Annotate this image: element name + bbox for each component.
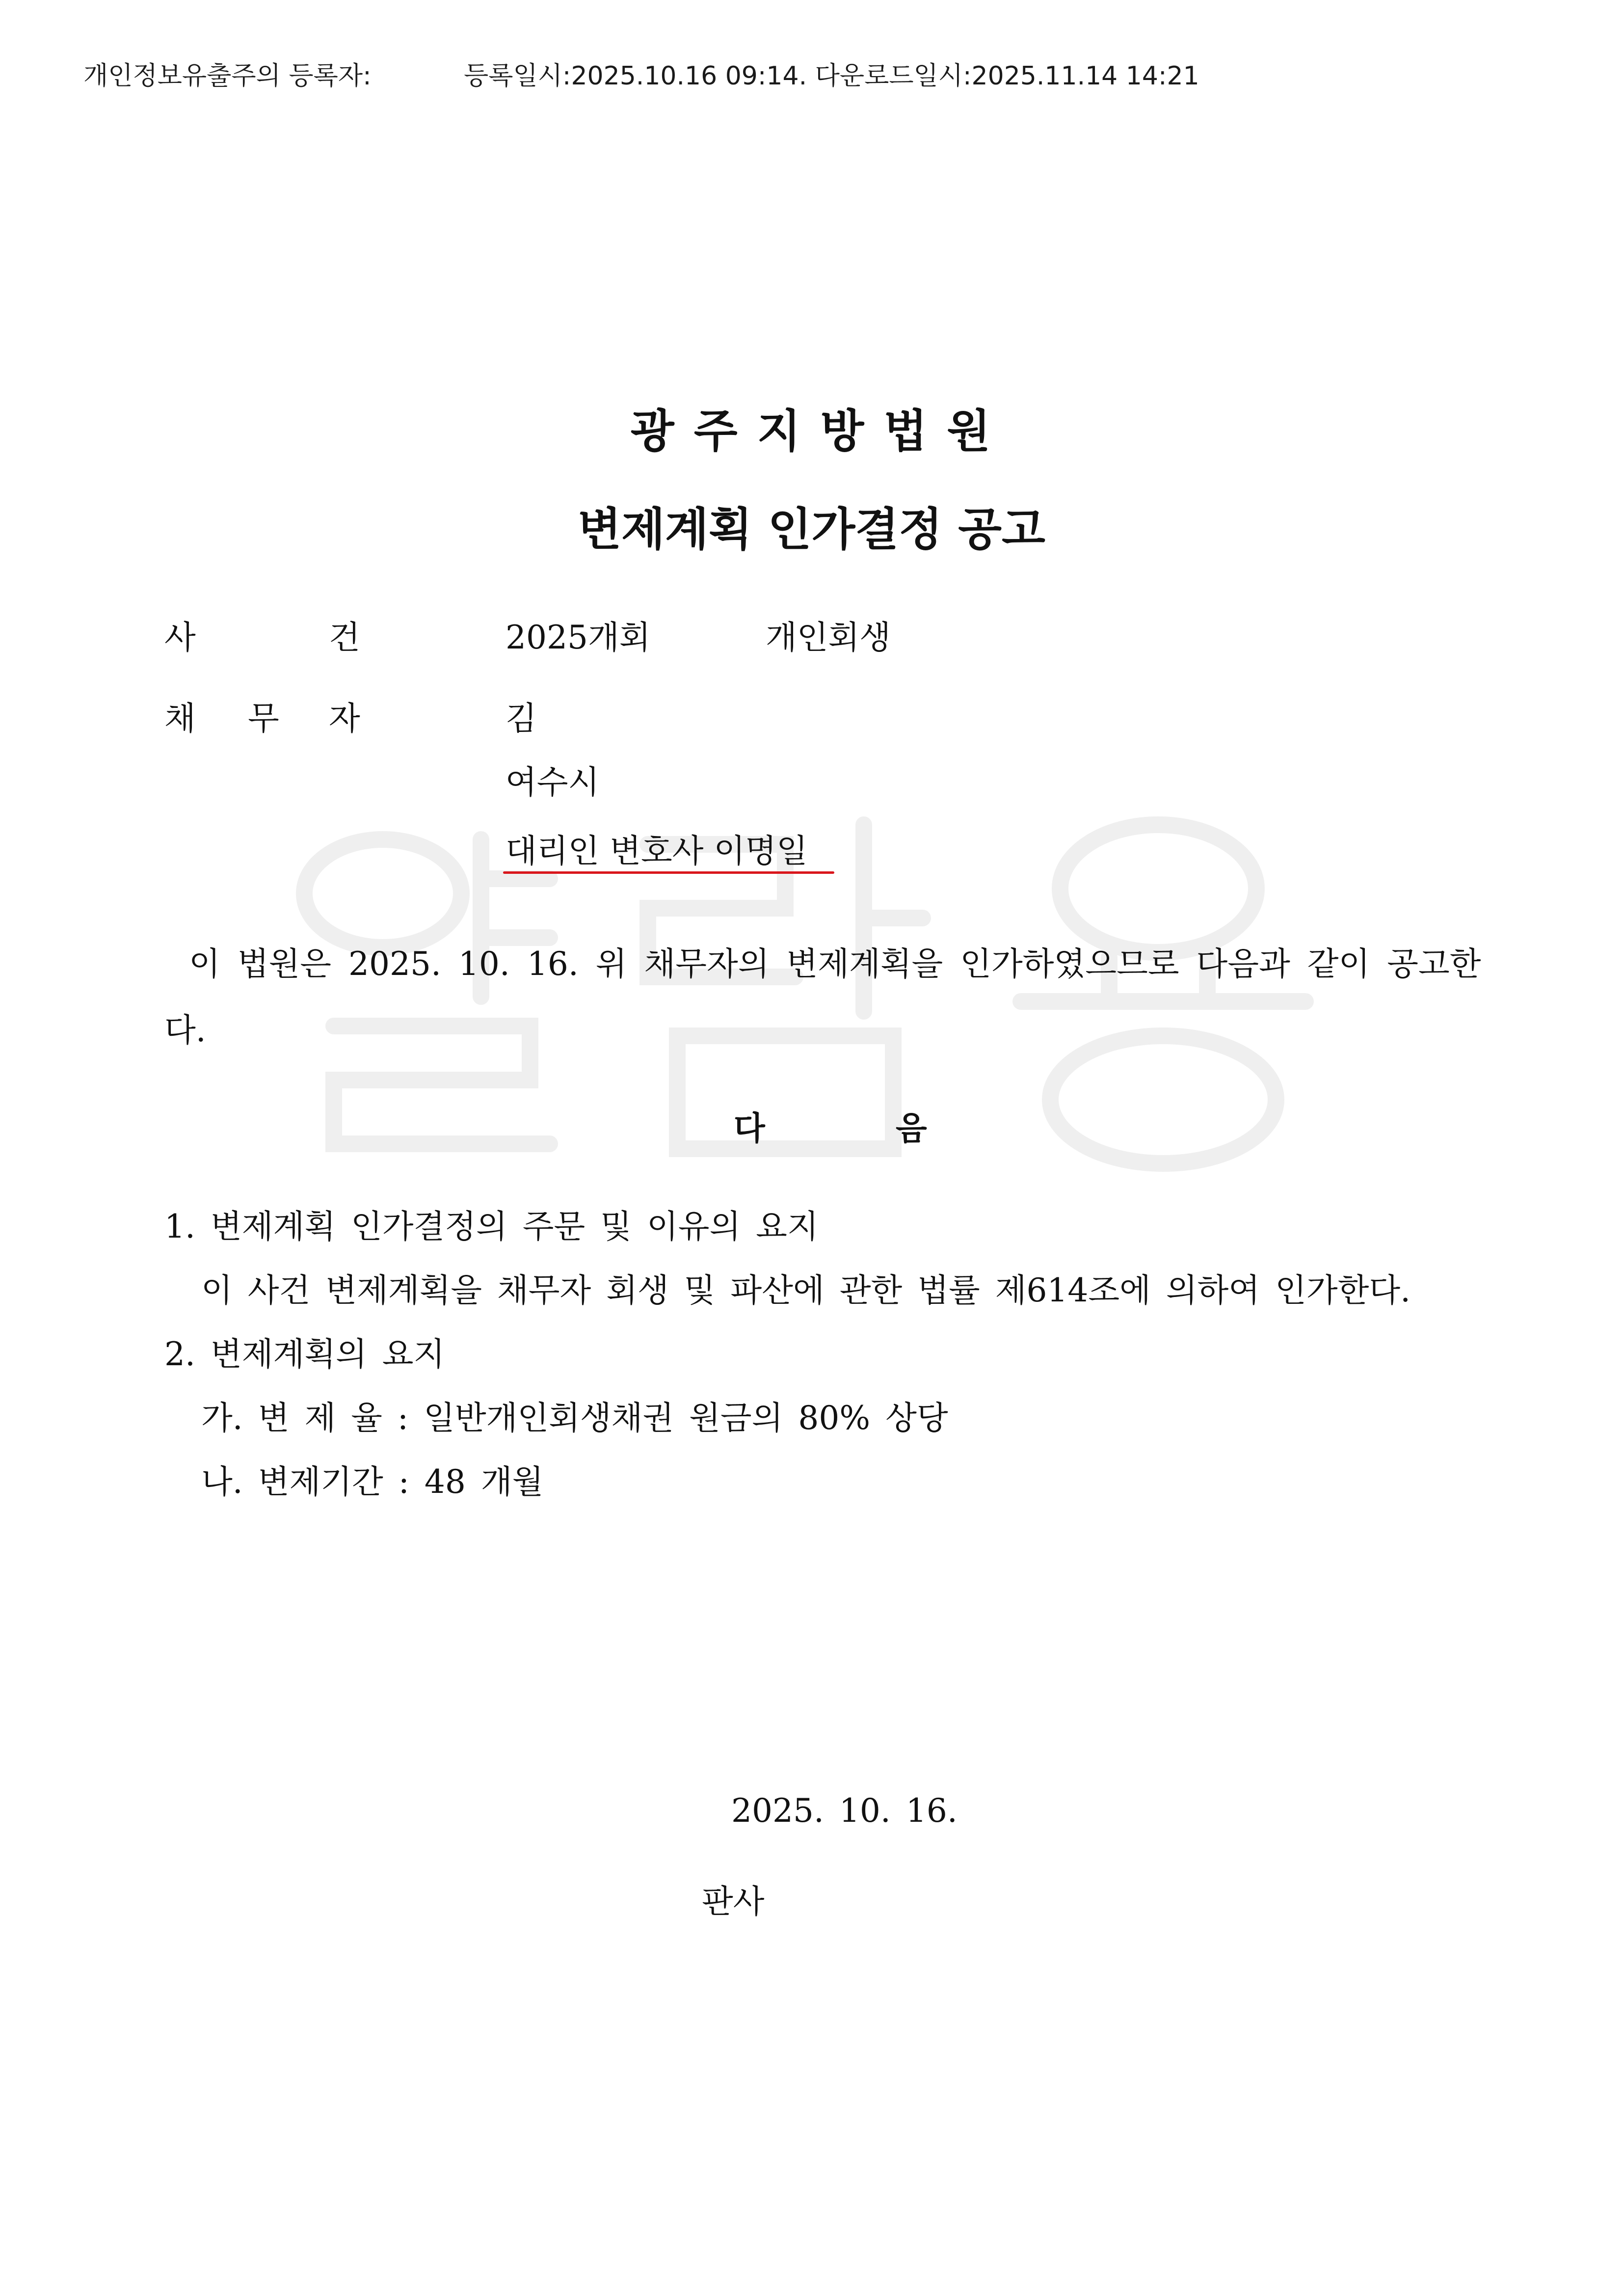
case-label-a: 사 <box>164 619 196 656</box>
watermark-graphic <box>275 781 1355 1198</box>
case-label-b: 건 <box>329 619 360 656</box>
case-type: 개인회생 <box>766 619 891 656</box>
debtor-label-b: 무 <box>248 700 279 737</box>
case-number: 2025개회 <box>506 619 651 656</box>
debtor-label-c: 자 <box>329 700 360 737</box>
item-1-body: 이 사건 변제계획을 채무자 회생 및 파산에 관한 법률 제614조에 의하여 인가한다. <box>201 1271 1411 1309</box>
item-2-repayment-rate: 가. 변 제 율 : 일반개인회생채권 원금의 80% 상당 <box>201 1399 948 1437</box>
registrant-label: 개인정보유출주의 등록자: <box>83 61 372 91</box>
court-name: 광 주 지 방 법 원 <box>630 405 993 458</box>
debtor-label-a: 채 <box>164 700 196 737</box>
agent-underline <box>503 871 834 874</box>
debtor-address: 여수시 <box>506 763 600 801</box>
judge-label: 판사 <box>702 1883 765 1920</box>
following-heading-left: 다 <box>734 1109 765 1147</box>
debtor-agent: 대리인 변호사 이명일 <box>506 832 808 870</box>
decision-date: 2025. 10. 16. <box>731 1792 958 1830</box>
debtor-name: 김 <box>506 700 537 737</box>
following-heading-right: 음 <box>896 1109 927 1147</box>
intro-line-1: 이 법원은 2025. 10. 16. 위 채무자의 변제계획을 인가하였으므로 다음과 같이 공고한 <box>189 945 1481 983</box>
notice-title: 변제계획 인가결정 공고 <box>578 503 1045 556</box>
item-1-title: 1. 변제계획 인가결정의 주문 및 이유의 요지 <box>164 1208 819 1245</box>
registration-timestamps: 등록일시:2025.10.16 09:14. 다운로드일시:2025.11.14 14:21 <box>464 61 1199 91</box>
item-2-repayment-period: 나. 변제기간 : 48 개월 <box>201 1463 544 1501</box>
item-2-title: 2. 변제계획의 요지 <box>164 1335 445 1373</box>
intro-line-2: 다. <box>164 1011 206 1049</box>
